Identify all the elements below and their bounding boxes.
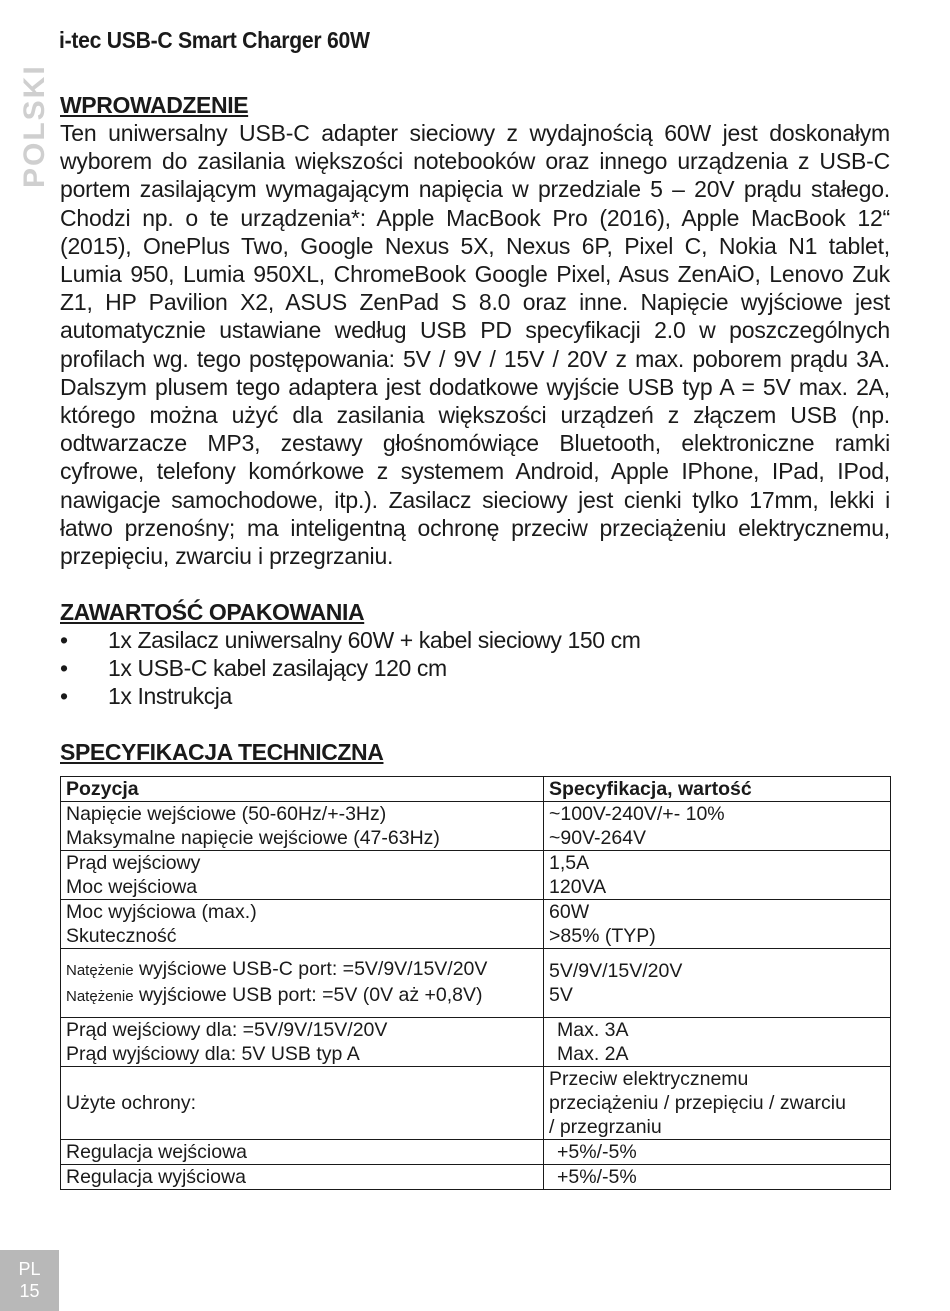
page-content [60, 91, 890, 1190]
table-row: Napięcie wejściowe (50-60Hz/+-3Hz) Maksymalne napięcie wejściowe (47-63Hz) ~100V-240V/+- 10% ~90V-264V [61, 802, 891, 851]
table-row: Użyte ochrony: Przeciw elektrycznemu przeciążeniu / przepięciu / zwarciu / przegrzaniu [61, 1067, 891, 1140]
intro-paragraph: Ten uniwersalny USB-C adapter sieciowy z wydajnością 60W jest doskonałym wyborem do zasilania większości notebooków oraz innego urządzenia z USB-C portem zasilającym wymagającym napięcia w przedziale 5 – 20V prądu stałego. Chodzi np. o te urządzenia*: Apple MacBook Pro (2016), Apple MacBook 12“ (2015), OnePlus Two, Google Nexus 5X, Nexus 6P, Pixel C, Nokia N1 tablet, Lumia 950, Lumia 950XL, ChromeBook Google Pixel, Asus ZenAiO, Lenovo Zuk Z1, HP Pavilion X2, ASUS ZenPad S 8.0 oraz inne. Napięcie wyjściowe jest automatycznie ustawiane według USB PD specyfikacji 2.0 w poszczególnych profilach wg. tego postępowania: 5V / 9V / 15V / 20V z max. poborem prądu 3A. Dalszym plusem tego adaptera jest dodatkowe wyjście USB typ A = 5V max. 2A, którego można użyć dla zasilania większości urządzeń z złączem USB (np. odtwarzacze MP3, zestawy głośnomówiące Bluetooth, elektroniczne ramki cyfrowe, telefony komórkowe z systemem Android, Apple IPhone, IPad, IPod, nawigacje samochodowe, itp.). Zasilacz sieciowy jest cienki tylko 17mm, lekki i łatwo przenośny; ma inteligentną ochronę przeciw przeciążeniu elektrycznemu, przepięciu, zwarciu i przegrzaniu. [60, 120, 890, 570]
table-row: Natężenie wyjściowe USB-C port: =5V/9V/15V/20V Natężenie wyjściowe USB port: =5V (0V aż +0,8V) 5V/9V/15V/20V 5V [61, 949, 891, 1018]
column-header-value: Specyfikacja, wartość [544, 777, 891, 802]
table-row: Regulacja wejściowa +5%/-5% [61, 1140, 891, 1165]
table-row: Regulacja wyjściowa +5%/-5% [61, 1165, 891, 1190]
page-number-badge [0, 1250, 59, 1311]
intro-heading: WPROWADZENIE [60, 92, 249, 118]
table-row: Prąd wejściowy dla: =5V/9V/15V/20V Prąd wyjściowy dla: 5V USB typ A Max. 3A Max. 2A [61, 1018, 891, 1067]
list-item: • 1x USB-C kabel zasilający 120 cm [60, 655, 447, 682]
package-heading: ZAWARTOŚĆ OPAKOWANIA [60, 599, 365, 626]
page-language-code: PL [18, 1259, 41, 1279]
table-row: Moc wyjściowa (max.) Skuteczność 60W >85% (TYP) [61, 900, 891, 949]
column-header-position: Pozycja [61, 777, 544, 802]
list-item: • 1x Instrukcja [60, 683, 232, 710]
package-list [60, 626, 890, 710]
side-language-label: POLSKI [18, 64, 51, 188]
bullet: • [60, 655, 68, 682]
bullet: • [60, 683, 68, 710]
table-row: Prąd wejściowy Moc wejściowa 1,5A 120VA [61, 851, 891, 900]
list-item: • 1x Zasilacz uniwersalny 60W + kabel sieciowy 150 cm [60, 627, 641, 654]
spec-table [60, 776, 891, 1190]
table-header-row [61, 777, 891, 802]
page-number: 15 [19, 1281, 40, 1301]
bullet: • [60, 627, 68, 654]
spec-heading: SPECYFIKACJA TECHNICZNA [60, 739, 384, 766]
document-title: i-tec USB-C Smart Charger 60W [59, 27, 370, 53]
